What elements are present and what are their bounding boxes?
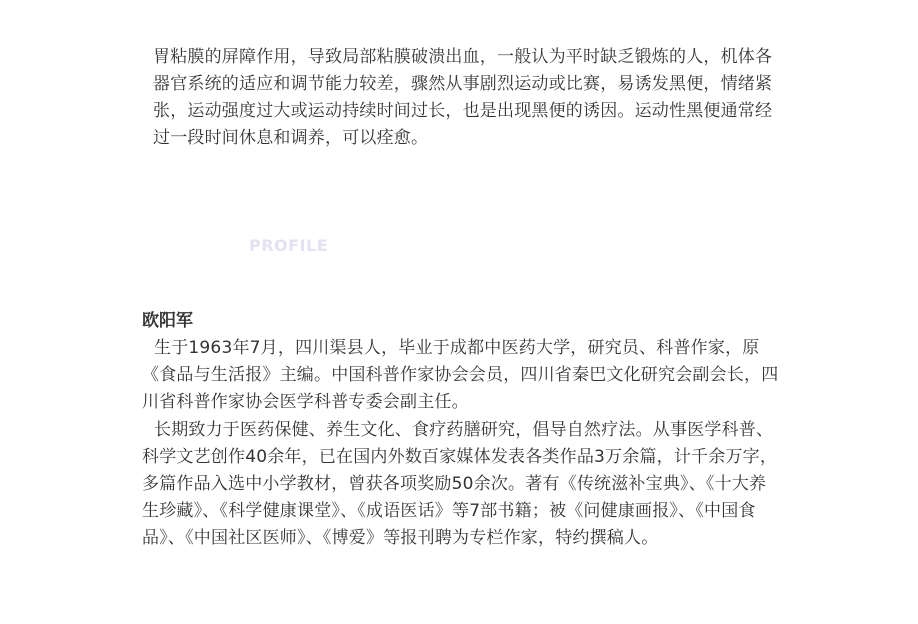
intro-paragraph: 胃粘膜的屏障作用，导致局部粘膜破溃出血，一般认为平时缺乏锻炼的人，机体各器官系统的适应和调节能力较差，骤然从事剧烈运动或比赛，易诱发黑便，情绪紧张，运动强度过大或运动持续时间过长，也是出现黑便的诱因。运动性黑便通常经过一段时间休息和调养，可以痊愈。: [153, 47, 773, 148]
author-name: 欧阳军: [142, 311, 193, 331]
profile-section-label: PROFILE: [249, 236, 329, 255]
author-bio-paragraph: 生于1963年7月，四川渠县人，毕业于成都中医药大学，研究员、科普作家，原《食品与生活报》主编。中国科普作家协会会员，四川省秦巴文化研究会副会长，四川省科普作家协会医学科普专委会副主任。: [142, 338, 779, 412]
author-bio-paragraph: 长期致力于医药保健、养生文化、食疗药膳研究，倡导自然疗法。从事医学科普、科学文艺创作40余年，已在国内外数百家媒体发表各类作品3万余篇，计千余万字，多篇作品入选中小学教材，曾获各项奖励50余次。著有《传统滋补宝典》、《十大养生珍藏》、《科学健康课堂》、《成语医话》等7部书籍；被《问健康画报》、《中国食品》、《中国社区医师》、《博爱》等报刊聘为专栏作家，特约撰稿人。: [142, 420, 778, 548]
